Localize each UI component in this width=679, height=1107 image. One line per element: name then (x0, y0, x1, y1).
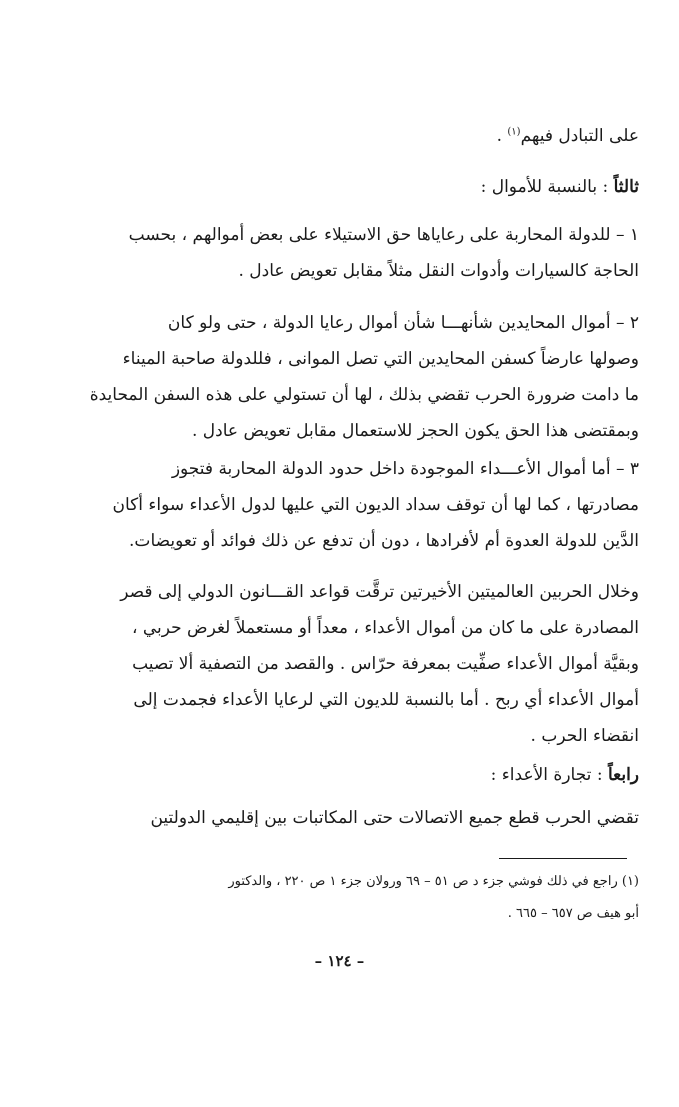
paragraph-world-wars (39, 574, 639, 754)
text-line: وبمقتضى هذا الحق يكون الحجز للاستعمال مقابل تعويض عادل . (192, 421, 639, 441)
text-line: ٣ – أما أموال الأعـــداء الموجودة داخل حدود الدولة المحاربة فتجوز (171, 459, 639, 479)
section-heading-third (39, 169, 639, 205)
footnote-line: أبو هيف ص ٦٥٧ – ٦٦٥ . (507, 906, 639, 921)
footnote-separator (499, 858, 627, 859)
text-line: وصولها عارضاً كسفن المحايدين التي تصل الموانى ، فللدولة صاحبة الميناء (122, 349, 639, 369)
text-line: الحاجة كالسيارات وأدوات النقل مثلاً مقابل تعويض عادل . (238, 261, 639, 281)
intro-line (39, 118, 639, 154)
text-line: وبقيَّة أموال الأعداء صفِّيت بمعرفة حرّاس . والقصد من التصفية ألا تصيب (132, 654, 639, 674)
intro-end: . (496, 126, 508, 146)
section-heading-text: : بالنسبة للأموال : (480, 177, 614, 197)
paragraph-item-1 (39, 217, 639, 289)
section-heading-fourth (39, 757, 639, 793)
section-heading-text: : تجارة الأعداء : (490, 765, 608, 785)
text-line: الدَّين للدولة العدوة أم لأفرادها ، دون أن تدفع عن ذلك فوائد أو تعويضات. (129, 531, 639, 551)
footnote-line: (١) راجع في ذلك فوشي جزء د ص ٥١ – ٦٩ وروﻻن جزء ١ ص ٢٢٠ ، والدكتور (228, 874, 639, 889)
footnote (39, 866, 639, 930)
paragraph-enemy-trade (39, 800, 639, 836)
footnote-reference: (١) (507, 126, 521, 138)
text-line: تقضي الحرب قطع جميع الاتصالات حتى المكاتبات بين إقليمي الدولتين (150, 808, 639, 828)
page-number: – ١٢٤ – (314, 952, 365, 970)
text-line: ما دامت ضرورة الحرب تقضي بذلك ، لها أن تستولي على هذه السفن المحايدة (89, 385, 639, 405)
text-line: انقضاء الحرب . (530, 726, 639, 746)
text-line: المصادرة على ما كان من أموال الأعداء ، معداً أو مستعملاً لغرض حربي ، (131, 618, 639, 638)
intro-text: على التبادل فيهم (520, 126, 639, 146)
text-line: وخلال الحربين العالميتين الأخيرتين ترقَّت قواعد القـــانون الدولي إلى قصر (120, 582, 639, 602)
text-line: ٢ – أموال المحايدين شأنهـــا شأن أموال رعايا الدولة ، حتى ولو كان (167, 313, 639, 333)
paragraph-item-3 (39, 451, 639, 559)
section-heading-label: ثالثاً (613, 177, 639, 197)
text-line: مصادرتها ، كما لها أن توقف سداد الديون التي عليها لدول الأعداء سواء أكان (112, 495, 639, 515)
text-line: أموال الأعداء أي ربح . أما بالنسبة للديون التي لرعايا الأعداء فجمدت إلى (133, 690, 639, 710)
text-line: ١ – للدولة المحاربة على رعاياها حق الاستيلاء على بعض أموالهم ، بحسب (128, 225, 639, 245)
paragraph-item-2 (39, 305, 639, 449)
section-heading-label: رابعاً (607, 765, 639, 785)
